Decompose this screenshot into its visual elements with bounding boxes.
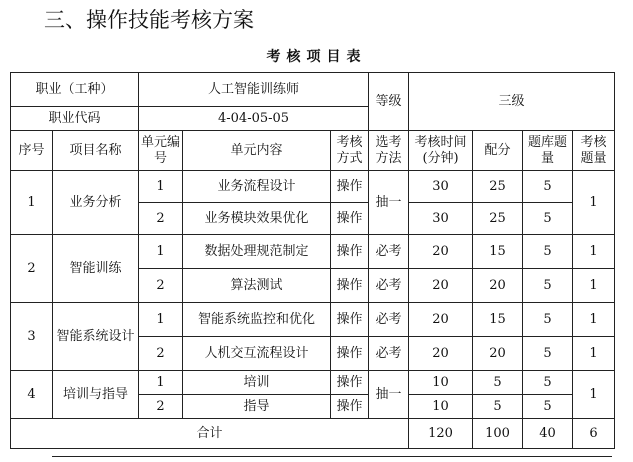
- table-title: 考核项目表: [266, 49, 367, 65]
- exam-mode: 操作: [331, 371, 369, 395]
- header-exam-mode: 考核方式: [331, 131, 369, 171]
- unit-no: 2: [139, 203, 183, 235]
- exam-mode: 操作: [331, 303, 369, 337]
- occupation-row: [11, 73, 615, 107]
- total-label: 合计: [11, 419, 409, 449]
- page-bottom-rule: [52, 456, 612, 457]
- header-row: [11, 131, 615, 171]
- select-method: 抽一: [369, 371, 409, 419]
- exam-time: 20: [409, 337, 473, 371]
- score: 5: [473, 395, 523, 419]
- exam-time: 30: [409, 171, 473, 203]
- total-score: 100: [473, 419, 523, 449]
- exam-mode: 操作: [331, 235, 369, 269]
- header-exam-count: 考核题量: [573, 131, 615, 171]
- unit-content: 培训: [183, 371, 331, 395]
- score: 20: [473, 337, 523, 371]
- exam-time: 20: [409, 235, 473, 269]
- code-value: 4-04-05-05: [139, 107, 369, 131]
- score: 5: [473, 371, 523, 395]
- exam-count: 1: [573, 371, 615, 419]
- unit-content: 人机交互流程设计: [183, 337, 331, 371]
- unit-content: 数据处理规范制定: [183, 235, 331, 269]
- total-bank: 40: [523, 419, 573, 449]
- total-time: 120: [409, 419, 473, 449]
- exam-time: 20: [409, 269, 473, 303]
- total-exam-count: 6: [573, 419, 615, 449]
- table-row: [11, 171, 615, 203]
- item-seq: 3: [11, 303, 53, 371]
- unit-no: 1: [139, 303, 183, 337]
- item-seq: 2: [11, 235, 53, 303]
- unit-no: 1: [139, 371, 183, 395]
- grade-label: 等级: [369, 73, 409, 131]
- unit-content: 智能系统监控和优化: [183, 303, 331, 337]
- unit-no: 1: [139, 171, 183, 203]
- exam-count: 1: [573, 303, 615, 337]
- score: 15: [473, 235, 523, 269]
- table-row: [11, 303, 615, 337]
- select-method: 必考: [369, 235, 409, 269]
- score: 25: [473, 171, 523, 203]
- score: 25: [473, 203, 523, 235]
- bank-count: 5: [523, 269, 573, 303]
- exam-mode: 操作: [331, 171, 369, 203]
- header-select-method: 选考方法: [369, 131, 409, 171]
- exam-mode: 操作: [331, 395, 369, 419]
- unit-content: 业务模块效果优化: [183, 203, 331, 235]
- exam-time: 30: [409, 203, 473, 235]
- exam-mode: 操作: [331, 269, 369, 303]
- table-row: [11, 235, 615, 269]
- header-unit-content: 单元内容: [183, 131, 331, 171]
- unit-content: 算法测试: [183, 269, 331, 303]
- exam-mode: 操作: [331, 337, 369, 371]
- total-row: [11, 419, 615, 449]
- bank-count: 5: [523, 235, 573, 269]
- header-exam-time: 考核时间(分钟): [409, 131, 473, 171]
- select-method: 必考: [369, 303, 409, 337]
- item-name: 智能系统设计: [53, 303, 139, 371]
- bank-count: 5: [523, 395, 573, 419]
- select-method: 必考: [369, 269, 409, 303]
- bank-count: 5: [523, 203, 573, 235]
- unit-no: 2: [139, 395, 183, 419]
- unit-content: 业务流程设计: [183, 171, 331, 203]
- score: 15: [473, 303, 523, 337]
- exam-count: 1: [573, 337, 615, 371]
- exam-time: 10: [409, 395, 473, 419]
- unit-no: 2: [139, 269, 183, 303]
- exam-count: 1: [573, 235, 615, 269]
- select-method: 抽一: [369, 171, 409, 235]
- exam-time: 10: [409, 371, 473, 395]
- item-name: 培训与指导: [53, 371, 139, 419]
- header-unit-no: 单元编号: [139, 131, 183, 171]
- exam-time: 20: [409, 303, 473, 337]
- grade-value: 三级: [409, 73, 615, 131]
- item-name: 智能训练: [53, 235, 139, 303]
- bank-count: 5: [523, 303, 573, 337]
- unit-content: 指导: [183, 395, 331, 419]
- select-method: 必考: [369, 337, 409, 371]
- score: 20: [473, 269, 523, 303]
- section-title: 三、操作技能考核方案: [44, 8, 254, 32]
- unit-no: 2: [139, 337, 183, 371]
- header-bank-count: 题库题量: [523, 131, 573, 171]
- header-score: 配分: [473, 131, 523, 171]
- unit-no: 1: [139, 235, 183, 269]
- bank-count: 5: [523, 171, 573, 203]
- bank-count: 5: [523, 371, 573, 395]
- item-seq: 1: [11, 171, 53, 235]
- bank-count: 5: [523, 337, 573, 371]
- header-seq: 序号: [11, 131, 53, 171]
- code-label: 职业代码: [11, 107, 139, 131]
- exam-items-table: [10, 72, 615, 449]
- exam-mode: 操作: [331, 203, 369, 235]
- exam-count: 1: [573, 171, 615, 235]
- table-row: [11, 371, 615, 395]
- item-seq: 4: [11, 371, 53, 419]
- exam-count: 1: [573, 269, 615, 303]
- occupation-value: 人工智能训练师: [139, 73, 369, 107]
- header-item: 项目名称: [53, 131, 139, 171]
- item-name: 业务分析: [53, 171, 139, 235]
- occupation-label: 职业（工种）: [11, 73, 139, 107]
